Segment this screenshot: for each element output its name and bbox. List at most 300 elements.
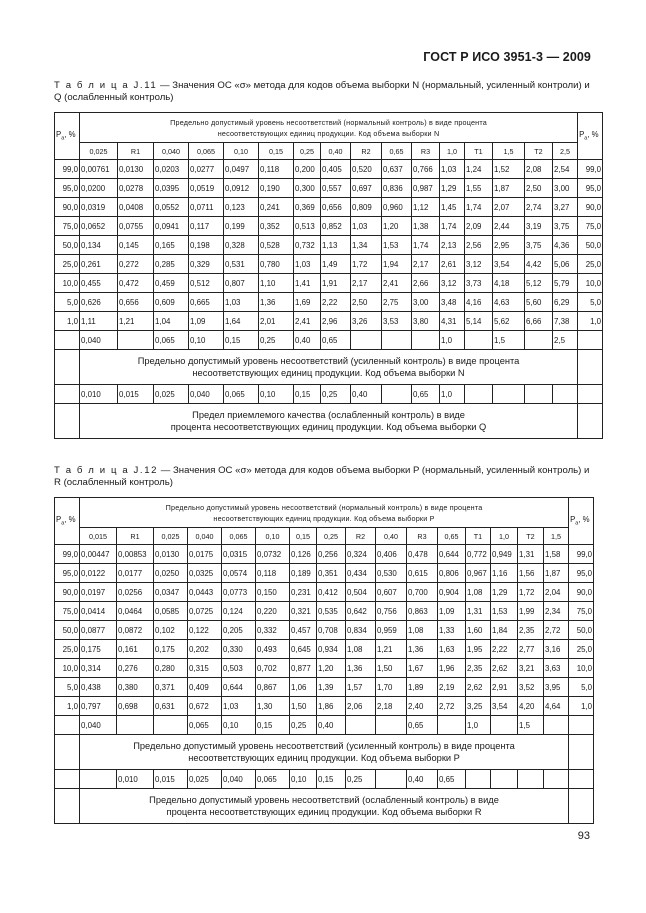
tightened-note-line-1: Предельно допустимый уровень несоответствий (усиленный контроль) в виде процента: [133, 741, 515, 751]
value-cell: 2,96: [321, 312, 351, 331]
value-cell: 1,45: [440, 198, 465, 217]
reduced-note: [80, 789, 569, 824]
value-cell: 3,27: [553, 198, 578, 217]
value-cell: 0,199: [224, 217, 259, 236]
reduced-code-cell: 0,65: [438, 770, 466, 789]
value-cell: 1,64: [224, 312, 259, 331]
reduced-code-cell: 0,065: [224, 385, 259, 404]
value-cell: 0,457: [290, 621, 317, 640]
value-cell: 3,54: [493, 255, 525, 274]
value-cell: 0,708: [317, 621, 346, 640]
value-cell: 1,29: [440, 179, 465, 198]
tightened-code-cell: 0,40: [294, 331, 321, 350]
reduced-code-cell: 0,040: [222, 770, 256, 789]
pa-unit: , %: [64, 130, 76, 140]
value-cell: 3,21: [518, 659, 544, 678]
value-cell: 2,04: [544, 583, 569, 602]
value-cell: 0,702: [256, 659, 290, 678]
value-cell: 0,656: [118, 293, 154, 312]
pa-value-right: 95,0: [578, 179, 603, 198]
reduced-code-cell: [376, 770, 407, 789]
pa-value-right: 90,0: [578, 198, 603, 217]
tightened-code-cell: 0,040: [80, 331, 118, 350]
value-cell: 1,29: [491, 583, 518, 602]
aql-code-cell: 0,065: [222, 528, 256, 545]
reduced-code-cell: [518, 770, 544, 789]
tightened-code-cell: 0,15: [224, 331, 259, 350]
pa-value-left: 10,0: [55, 659, 80, 678]
table-j11-caption-text: — Значения OC «σ» метода для кодов объема выборки N (нормальный, усиленный контроли) и Q (ослабленный контроль): [54, 80, 590, 103]
value-cell: 0,0725: [188, 602, 222, 621]
value-cell: 1,36: [346, 659, 376, 678]
value-cell: 2,09: [465, 217, 493, 236]
value-cell: 1,36: [407, 640, 438, 659]
pa-value-right: 5,0: [578, 293, 603, 312]
value-cell: 0,987: [412, 179, 440, 198]
pa-header-right: [578, 113, 603, 160]
value-cell: 1,95: [466, 640, 491, 659]
value-cell: 1,50: [376, 659, 407, 678]
value-cell: 0,261: [80, 255, 118, 274]
value-cell: 1,86: [317, 697, 346, 716]
reduced-note-line-2: процента несоответствующих единиц продукции. Код объема выборки R: [166, 807, 482, 817]
value-cell: 1,99: [518, 602, 544, 621]
value-cell: 1,38: [412, 217, 440, 236]
value-cell: 0,455: [80, 274, 118, 293]
blank-cell: [55, 789, 80, 824]
aql-code-cell: T2: [525, 143, 553, 160]
reduced-note: [80, 404, 578, 439]
value-cell: 0,0130: [154, 545, 188, 564]
value-cell: 0,0552: [154, 198, 189, 217]
value-cell: 0,0122: [80, 564, 117, 583]
value-cell: 0,0574: [222, 564, 256, 583]
table-row: [55, 255, 603, 274]
value-cell: 1,63: [438, 640, 466, 659]
value-cell: 3,12: [465, 255, 493, 274]
table-row: [55, 179, 603, 198]
value-cell: 0,117: [189, 217, 224, 236]
value-cell: 0,504: [346, 583, 376, 602]
value-cell: 1,53: [491, 602, 518, 621]
header-line-2: несоответствующих единиц продукции. Код объема выборки P: [213, 513, 435, 523]
value-cell: 5,60: [525, 293, 553, 312]
value-cell: 0,438: [80, 678, 117, 697]
value-cell: 0,766: [412, 160, 440, 179]
reduced-code-cell: 0,015: [154, 770, 188, 789]
pa-header-right: [569, 498, 594, 545]
value-cell: 0,732: [294, 236, 321, 255]
value-cell: 0,644: [222, 678, 256, 697]
value-cell: 1,11: [80, 312, 118, 331]
table-row: [55, 678, 594, 697]
pa-value-right: 5,0: [569, 678, 594, 697]
value-cell: 0,175: [154, 640, 188, 659]
reduced-code-cell: 0,65: [412, 385, 440, 404]
value-cell: 3,75: [525, 236, 553, 255]
blank-cell: [55, 350, 80, 385]
value-cell: 2,17: [412, 255, 440, 274]
value-cell: 0,0464: [117, 602, 154, 621]
value-cell: 1,72: [518, 583, 544, 602]
value-cell: 0,806: [438, 564, 466, 583]
value-cell: 2,41: [294, 312, 321, 331]
value-cell: 2,13: [440, 236, 465, 255]
value-cell: 0,123: [224, 198, 259, 217]
value-cell: 0,0256: [117, 583, 154, 602]
value-cell: 0,780: [259, 255, 294, 274]
tightened-code-cell: [465, 331, 493, 350]
pa-value-left: 50,0: [55, 621, 80, 640]
value-cell: 0,0497: [224, 160, 259, 179]
blank-cell: [578, 331, 603, 350]
value-cell: 3,25: [466, 697, 491, 716]
value-cell: 0,756: [376, 602, 407, 621]
pa-value-left: 90,0: [55, 198, 80, 217]
normal-inspection-header: [80, 113, 578, 143]
value-cell: 0,959: [376, 621, 407, 640]
header-line-2: несоответствующих единиц продукции. Код объема выборки N: [217, 128, 440, 138]
value-cell: 0,503: [222, 659, 256, 678]
value-cell: 0,557: [321, 179, 351, 198]
value-cell: 0,369: [294, 198, 321, 217]
value-cell: 3,19: [525, 217, 553, 236]
pa-value-left: 75,0: [55, 602, 80, 621]
value-cell: 0,145: [118, 236, 154, 255]
value-cell: 0,150: [256, 583, 290, 602]
value-cell: 2,62: [491, 659, 518, 678]
aql-code-cell: R3: [412, 143, 440, 160]
tightened-code-cell: [544, 716, 569, 735]
value-cell: 0,863: [407, 602, 438, 621]
value-cell: 2,54: [553, 160, 578, 179]
pa-value-left: 99,0: [55, 545, 80, 564]
value-cell: 0,321: [290, 602, 317, 621]
aql-code-cell: T2: [518, 528, 544, 545]
table-j12: [54, 497, 594, 824]
value-cell: 1,53: [382, 236, 412, 255]
value-cell: 0,314: [80, 659, 117, 678]
value-cell: 1,91: [321, 274, 351, 293]
value-cell: 2,74: [525, 198, 553, 217]
table-row: [55, 236, 603, 255]
pa-value-left: 95,0: [55, 179, 80, 198]
reduced-code-cell: [466, 770, 491, 789]
value-cell: 1,74: [412, 236, 440, 255]
value-cell: 2,91: [491, 678, 518, 697]
aql-code-cell: 1,5: [544, 528, 569, 545]
blank-cell: [55, 716, 80, 735]
value-cell: 2,40: [407, 697, 438, 716]
value-cell: 2,41: [382, 274, 412, 293]
value-cell: 1,08: [407, 621, 438, 640]
value-cell: 4,20: [518, 697, 544, 716]
value-cell: 3,52: [518, 678, 544, 697]
table-row: [55, 621, 594, 640]
aql-code-cell: R2: [351, 143, 382, 160]
aql-code-cell: R3: [407, 528, 438, 545]
reduced-code-cell: 0,025: [154, 385, 189, 404]
value-cell: 0,0652: [80, 217, 118, 236]
value-cell: 0,0443: [188, 583, 222, 602]
value-cell: 0,122: [188, 621, 222, 640]
value-cell: 0,405: [321, 160, 351, 179]
header-row: [55, 498, 594, 528]
pa-value-left: 50,0: [55, 236, 80, 255]
table-j12-caption-prefix: Т а б л и ц а J.12: [54, 465, 159, 476]
pa-header-left: [55, 498, 80, 545]
aql-code-cell: T1: [466, 528, 491, 545]
value-cell: 2,07: [493, 198, 525, 217]
value-cell: 0,328: [224, 236, 259, 255]
table-row: [55, 602, 594, 621]
value-cell: 0,513: [294, 217, 321, 236]
aql-code-cell: R2: [346, 528, 376, 545]
value-cell: 0,0395: [154, 179, 189, 198]
value-cell: 0,512: [189, 274, 224, 293]
value-cell: 1,08: [346, 640, 376, 659]
value-cell: 0,934: [317, 640, 346, 659]
aql-code-cell: 1,0: [440, 143, 465, 160]
value-cell: 1,58: [544, 545, 569, 564]
pa-subscript: a: [61, 520, 65, 527]
tightened-code-cell: 0,040: [80, 716, 117, 735]
tightened-code-cell: 1,0: [466, 716, 491, 735]
pa-label: P: [570, 515, 576, 525]
pa-value-left: 5,0: [55, 293, 80, 312]
reduced-code-cell: 0,010: [117, 770, 154, 789]
value-cell: 0,134: [80, 236, 118, 255]
aql-code-row: [55, 143, 603, 160]
value-cell: 1,06: [290, 678, 317, 697]
value-cell: 0,949: [491, 545, 518, 564]
reduced-code-row: [55, 385, 603, 404]
value-cell: 0,165: [154, 236, 189, 255]
value-cell: 0,0319: [80, 198, 118, 217]
aql-code-cell: 0,065: [189, 143, 224, 160]
value-cell: 6,66: [525, 312, 553, 331]
value-cell: 0,329: [189, 255, 224, 274]
value-cell: 0,631: [154, 697, 188, 716]
value-cell: 4,63: [493, 293, 525, 312]
pa-value-right: 10,0: [578, 274, 603, 293]
value-cell: 0,665: [189, 293, 224, 312]
value-cell: 0,285: [154, 255, 189, 274]
blank-cell: [578, 385, 603, 404]
value-cell: 1,16: [491, 564, 518, 583]
value-cell: 0,834: [346, 621, 376, 640]
pa-value-right: 99,0: [569, 545, 594, 564]
tightened-code-cell: 0,10: [222, 716, 256, 735]
value-cell: 1,03: [222, 697, 256, 716]
blank-cell: [55, 404, 80, 439]
value-cell: 2,08: [525, 160, 553, 179]
value-cell: 0,220: [256, 602, 290, 621]
value-cell: 0,102: [154, 621, 188, 640]
value-cell: 0,852: [321, 217, 351, 236]
value-cell: 1,74: [440, 217, 465, 236]
value-cell: 2,72: [544, 621, 569, 640]
reduced-code-cell: 0,15: [294, 385, 321, 404]
aql-code-cell: 0,015: [80, 528, 117, 545]
blank-cell: [569, 716, 594, 735]
value-cell: 0,118: [259, 160, 294, 179]
value-cell: 6,29: [553, 293, 578, 312]
value-cell: 1,21: [118, 312, 154, 331]
value-cell: 1,55: [465, 179, 493, 198]
tightened-note-line-2: несоответствующих единиц продукции. Код объема выборки P: [188, 753, 460, 763]
value-cell: 2,44: [493, 217, 525, 236]
aql-code-cell: 0,40: [321, 143, 351, 160]
value-cell: 0,531: [224, 255, 259, 274]
value-cell: 0,637: [382, 160, 412, 179]
value-cell: 0,0175: [188, 545, 222, 564]
standard-header: ГОСТ Р ИСО 3951-3 — 2009: [423, 50, 591, 64]
value-cell: 1,39: [317, 678, 346, 697]
table-j11: [54, 112, 603, 439]
pa-value-left: 25,0: [55, 255, 80, 274]
pa-value-left: 25,0: [55, 640, 80, 659]
value-cell: 3,26: [351, 312, 382, 331]
value-cell: 3,48: [440, 293, 465, 312]
aql-code-cell: 0,65: [382, 143, 412, 160]
blank-cell: [55, 385, 80, 404]
table-row: [55, 583, 594, 602]
value-cell: 3,53: [382, 312, 412, 331]
aql-code-row: [55, 528, 594, 545]
value-cell: 3,00: [412, 293, 440, 312]
tightened-code-cell: 1,5: [493, 331, 525, 350]
value-cell: 1,31: [466, 602, 491, 621]
value-cell: 0,520: [351, 160, 382, 179]
pa-unit: , %: [587, 130, 599, 140]
value-cell: 0,0130: [118, 160, 154, 179]
value-cell: 0,300: [294, 179, 321, 198]
value-cell: 1,74: [465, 198, 493, 217]
value-cell: 0,0711: [189, 198, 224, 217]
value-cell: 0,202: [188, 640, 222, 659]
value-cell: 0,231: [290, 583, 317, 602]
value-cell: 3,95: [544, 678, 569, 697]
value-cell: 1,03: [440, 160, 465, 179]
table-row: [55, 640, 594, 659]
value-cell: 0,0197: [80, 583, 117, 602]
tightened-note-row: [55, 350, 603, 385]
value-cell: 3,54: [491, 697, 518, 716]
value-cell: 0,380: [117, 678, 154, 697]
value-cell: 0,118: [256, 564, 290, 583]
header-row: [55, 113, 603, 143]
value-cell: 1,10: [259, 274, 294, 293]
value-cell: 1,31: [518, 545, 544, 564]
tightened-note: [80, 350, 578, 385]
reduced-code-cell: 0,010: [80, 385, 118, 404]
value-cell: 0,351: [317, 564, 346, 583]
table-row: [55, 217, 603, 236]
value-cell: 1,34: [351, 236, 382, 255]
blank-cell: [578, 350, 603, 385]
reduced-code-cell: 0,25: [346, 770, 376, 789]
pa-unit: , %: [578, 515, 590, 525]
reduced-note-row: [55, 789, 594, 824]
tightened-code-cell: 1,0: [440, 331, 465, 350]
pa-subscript: a: [61, 135, 65, 142]
value-cell: 1,49: [321, 255, 351, 274]
blank-cell: [55, 331, 80, 350]
aql-code-cell: 0,040: [188, 528, 222, 545]
aql-code-cell: 0,10: [224, 143, 259, 160]
value-cell: 0,836: [382, 179, 412, 198]
value-cell: 2,50: [525, 179, 553, 198]
value-cell: 2,35: [518, 621, 544, 640]
aql-code-cell: 0,40: [376, 528, 407, 545]
value-cell: 0,904: [438, 583, 466, 602]
aql-code-cell: T1: [465, 143, 493, 160]
tightened-code-cell: 0,65: [407, 716, 438, 735]
value-cell: 1,84: [491, 621, 518, 640]
value-cell: 0,459: [154, 274, 189, 293]
value-cell: 0,371: [154, 678, 188, 697]
pa-value-left: 5,0: [55, 678, 80, 697]
value-cell: 0,867: [256, 678, 290, 697]
reduced-code-cell: 0,40: [351, 385, 382, 404]
tightened-code-cell: [438, 716, 466, 735]
value-cell: 0,700: [407, 583, 438, 602]
value-cell: 0,272: [118, 255, 154, 274]
value-cell: 0,198: [189, 236, 224, 255]
table-row: [55, 293, 603, 312]
reduced-code-cell: 0,15: [317, 770, 346, 789]
pa-label: P: [56, 515, 62, 525]
value-cell: 0,626: [80, 293, 118, 312]
table-row: [55, 697, 594, 716]
value-cell: 2,19: [438, 678, 466, 697]
value-cell: 2,06: [346, 697, 376, 716]
value-cell: 1,57: [346, 678, 376, 697]
value-cell: 0,0872: [117, 621, 154, 640]
value-cell: 0,124: [222, 602, 256, 621]
table-j12-caption-text: — Значения OC «σ» метода для кодов объема выборки P (нормальный, усиленный контроль) и R (ослабленный контроль): [54, 465, 590, 488]
value-cell: 0,412: [317, 583, 346, 602]
value-cell: 0,0519: [189, 179, 224, 198]
tightened-note: [80, 735, 569, 770]
pa-value-right: 25,0: [569, 640, 594, 659]
value-cell: 4,31: [440, 312, 465, 331]
value-cell: 4,36: [553, 236, 578, 255]
value-cell: 2,56: [465, 236, 493, 255]
value-cell: 1,04: [154, 312, 189, 331]
tightened-code-row: [55, 716, 594, 735]
pa-value-left: 1,0: [55, 312, 80, 331]
pa-subscript: a: [584, 135, 588, 142]
value-cell: 0,0177: [117, 564, 154, 583]
value-cell: 1,89: [407, 678, 438, 697]
tightened-code-cell: 0,10: [189, 331, 224, 350]
aql-code-cell: 0,15: [290, 528, 317, 545]
value-cell: 0,0941: [154, 217, 189, 236]
value-cell: 3,63: [544, 659, 569, 678]
value-cell: 1,60: [466, 621, 491, 640]
value-cell: 1,41: [294, 274, 321, 293]
value-cell: 0,656: [321, 198, 351, 217]
reduced-note-line-1: Предельно допустимый уровень несоответствий (ослабленный контроль) в виде: [149, 795, 499, 805]
tightened-code-cell: 1,5: [518, 716, 544, 735]
value-cell: 2,75: [382, 293, 412, 312]
reduced-code-cell: 1,0: [440, 385, 465, 404]
value-cell: 5,06: [553, 255, 578, 274]
blank-cell: [569, 735, 594, 770]
value-cell: 0,0408: [118, 198, 154, 217]
